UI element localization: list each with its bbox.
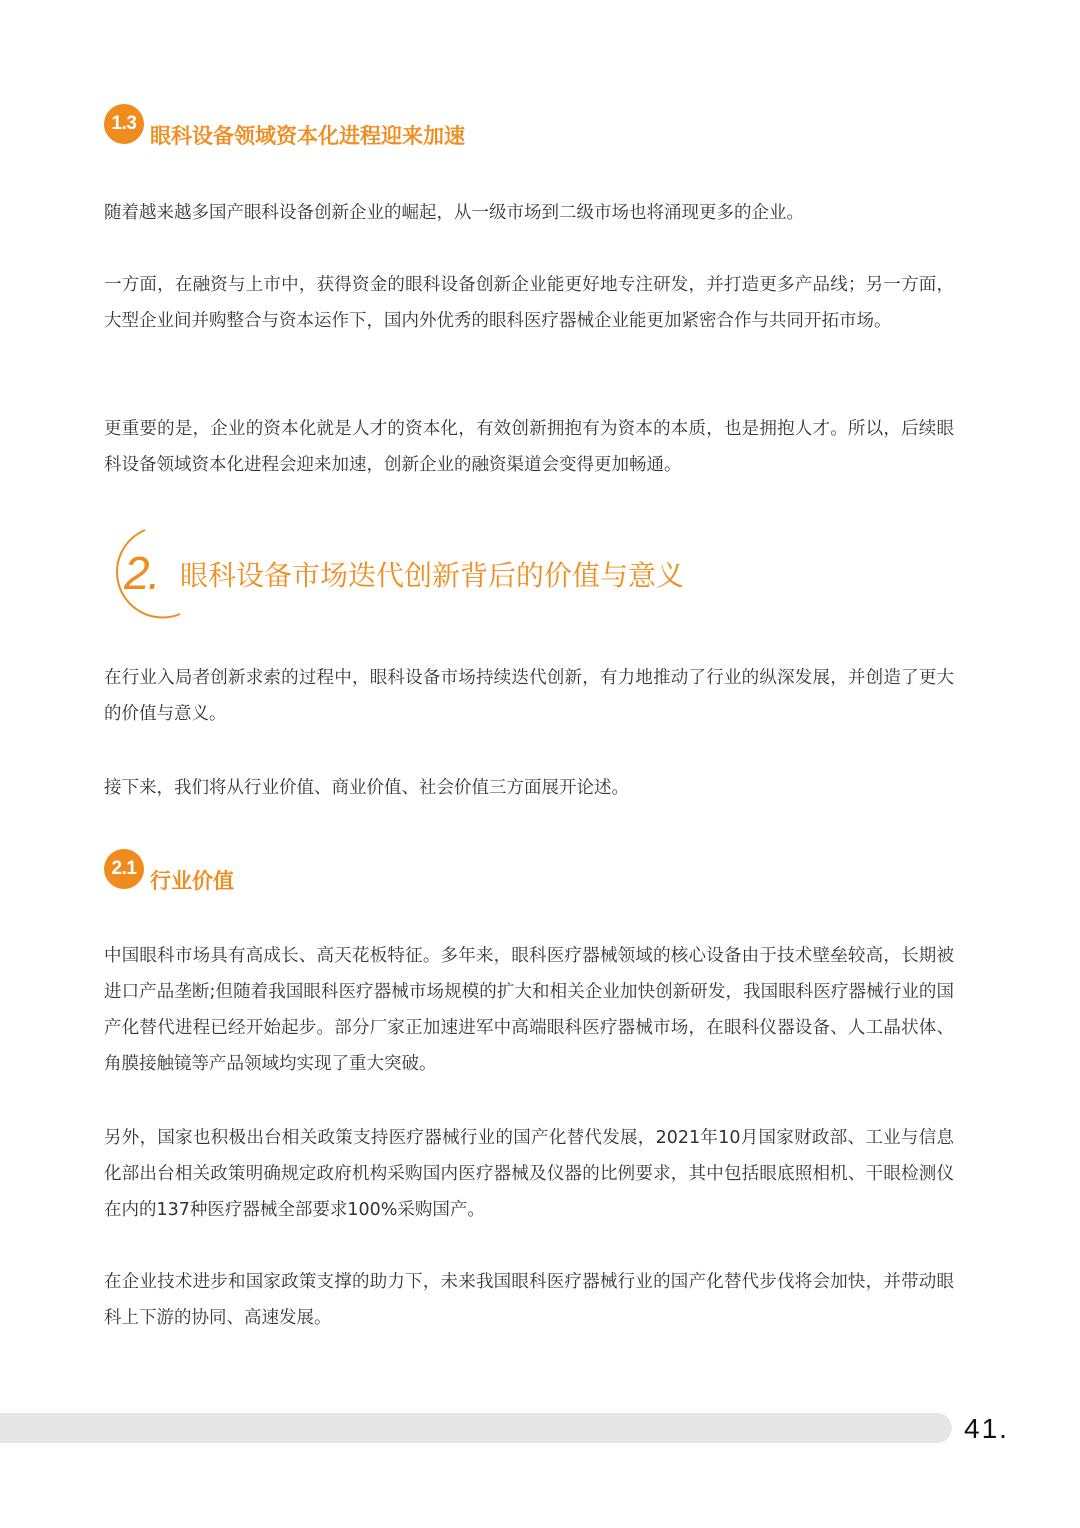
- paragraph: 随着越来越多国产眼科设备创新企业的崛起，从一级市场到二级市场也将涌现更多的企业。: [104, 203, 804, 223]
- paragraph: 一方面，在融资与上市中，获得资金的眼科设备创新企业能更好地专注研发，并打造更多产品线；另一方面，大型企业间并购整合与资本运作下，国内外优秀的眼科医疗器械企业能更加紧密合作与共同开拓市场。: [104, 275, 954, 331]
- section-number: 2.: [124, 547, 159, 599]
- paragraph: 接下来，我们将从行业价值、商业价值、社会价值三方面展开论述。: [104, 778, 629, 798]
- paragraph: 在行业入局者创新求索的过程中，眼科设备市场持续迭代创新，有力地推动了行业的纵深发展，并创造了更大的价值与意义。: [104, 668, 954, 724]
- paragraph: 中国眼科市场具有高成长、高天花板特征。多年来，眼科医疗器械领域的核心设备由于技术壁垒较高，长期被进口产品垄断;但随着我国眼科医疗器械市场规模的扩大和相关企业加快创新研发，我国眼科医疗器械行业的国产化替代进程已经开始起步。部分厂家正加速进军中高端眼科医疗器械市场，在眼科仪器设备、人工晶状体、角膜接触镜等产品领域均实现了重大突破。: [104, 946, 954, 1074]
- footer-bar: [0, 1413, 952, 1443]
- section-title: 眼科设备市场迭代创新背后的价值与意义: [180, 559, 685, 592]
- section-number-badge: 1.3: [104, 104, 144, 144]
- section-2-1-heading: [104, 849, 704, 899]
- section-2-heading: [100, 524, 800, 624]
- paragraph: 另外，国家也积极出台相关政策支持医疗器械行业的国产化替代发展，2021年10月国家财政部、工业与信息化部出台相关政策明确规定政府机构采购国内医疗器械及仪器的比例要求，其中包括眼底照相机、干眼检测仪在内的137种医疗器械全部要求100%采购国产。: [104, 1128, 954, 1220]
- section-title: 眼科设备领域资本化进程迎来加速: [150, 124, 465, 148]
- section-title: 行业价值: [150, 869, 234, 893]
- paragraph: 在企业技术进步和国家政策支撑的助力下，未来我国眼科医疗器械行业的国产化替代步伐将会加快，并带动眼科上下游的协同、高速发展。: [104, 1272, 954, 1328]
- paragraph: 更重要的是，企业的资本化就是人才的资本化，有效创新拥抱有为资本的本质，也是拥抱人才。所以，后续眼科设备领域资本化进程会迎来加速，创新企业的融资渠道会变得更加畅通。: [104, 419, 954, 475]
- page-number: 41.: [964, 1413, 1009, 1444]
- section-1-3-heading: [104, 104, 704, 154]
- section-number-badge: 2.1: [104, 849, 144, 889]
